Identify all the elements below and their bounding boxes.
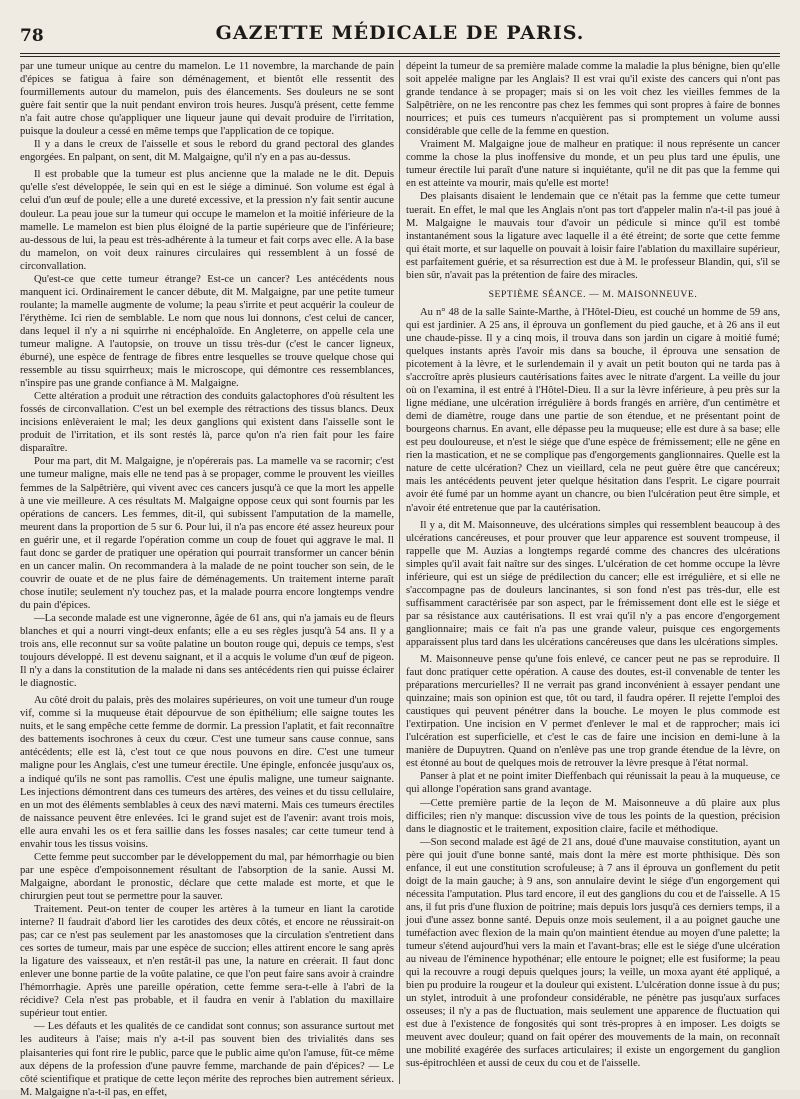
page-number: 78 (20, 26, 44, 46)
left-column (20, 60, 394, 1098)
paragraph: Cette altération a produit une rétraction des conduits galactophores d'où résultent les fossés de circonvallation. C'est un bel exemple des rétractions des tissus blancs. Deux incisions enlèveraient le mal; les deux ganglions qui existent dans l'aisselle sont le produit de l'irritation, et ils sont restés là, parce qu'on n'a rien fait pour les faire disparaître. (20, 391, 394, 455)
paragraph: Au côté droit du palais, près des molaires supérieures, on voit une tumeur d'un rouge vif, comme si la muqueuse était dépourvue de son épithélium; elle saigne toutes les nuits, et le sang empêche cette femme de dormir. La pression l'aplatit, et fait reconnaître des battements isochrones à ceux du cœur. C'est une tumeur sans cause connue, sans antécédents; elle est là, c'est tout ce que nous pouvons en dire. C'est une tumeur maligne pour les Anglais, c'est une tumeur érectile. Une épingle, enfoncée jusqu'aux os, a indiqué qu'ils ne sont pas ramollis. C'est une épulis maligne, une tumeur saignante. Les injections démontrent dans ces tumeurs des artères, des veines et du tissu cellulaire, en un mot des éléments semblables à ceux des nævi materni. Mais ces tumeurs érectiles de naissance peuvent être enlevées. Ici le grand sujet est de l'avenir: avant trois mois, elle aura envahi les os et fera saillie dans les fosses nasales; car cette tumeur tend à envahir tous les tissus voisins. (20, 695, 394, 850)
paragraph: Il y a, dit M. Maisonneuve, des ulcérations simples qui ressemblent beaucoup à des ulcérations cancéreuses, et pour prouver que leur apparence est souvent trompeuse, il rappelle que M. Auzias a longtemps regardé comme des chancres des ulcérations simples qu'il avait fait naître sur des singes. L'ulcération de cet homme occupe la lèvre inférieure, qui est un siége de prédilection du cancer; elle est irrégulière, et si elle ne s'accompagne pas de douleurs lancinantes, si son fond n'est pas très-dur, elle est suffisamment caractérisée par son aspect, par le frémissement dont elle est le siége et par sa résistance aux cautérisations. Il est vrai qu'il n'y a pas encore d'engorgement ganglionnaire; mais ce fait n'a pas une grande valeur, puisque ces engorgements apparaissent plus tard dans les ulcérations cancéreuses que dans les ulcérations simples. (406, 519, 780, 648)
paragraph: Au n° 48 de la salle Sainte-Marthe, à l'Hôtel-Dieu, est couché un homme de 59 ans, qui est jardinier. A 25 ans, il éprouva un gonflement du pied gauche, et à 26 ans il eut une chaude-pisse. Il y a cinq mois, il trouva dans son jardin un cigare à moitié fumé; quelques instants après l'avoir mis dans sa bouche, il éprouva une sensation de picotement à la lèvre, et le surlendemain il y avait un petit bouton qui ne tarda pas à s'accroître après plusieurs cautérisations faites avec le nitrate d'argent. La veille du jour où on l'examina, il est entré à l'Hôtel-Dieu. Il a sur la lèvre inférieure, à peu près sur la ligne médiane, une ulcération irrégulière à bords frangés en arrière, d'un centimètre et demi de diamètre, rouge dans une partie de son étendue, et ne présentant point de bourgeons charnus. En avant, elle dépasse peu la muqueuse; elle est dure à sa base; elle est peu douloureuse, et n'est le siége que d'une espèce de frémissement; elle ne gêne en rien la mastication, et ne se complique pas d'engorgements ganglionnaires. Quelle est la nature de cette ulcération? Chez un vieillard, cela ne peut guère être que cancéreux; mais les antécédents peuvent jeter quelque hésitation dans l'esprit. Le cigare pourrait avoir été fumé par un homme ayant un chancre, ou bien l'ulcération peut être simple, et n'avoir été entretenue que par la cautérisation. (406, 306, 780, 514)
paragraph: Traitement. Peut-on tenter de couper les artères à la tumeur en liant la carotide interne? Il faudrait d'abord lier les carotides des deux côtés, et encore ne réussirait-on pas; car ce n'est pas seulement par les anastomoses que la circulation s'entretient dans ces sortes de tumeur, mais par une espèce de succion; elles attirent encore le sang après la ligature des vaisseaux, et n'en restât-il pas une, la nature en créerait. Il faut donc enlever une bonne partie de la voûte palatine, ce que l'on peut faire sans avoir à craindre l'hémorrhagie. Après une pareille opération, cette femme sera-t-elle à l'abri de la récidive? Cela n'est pas probable, et il faudra en venir à l'ablation du maxillaire supérieur tout entier. (20, 904, 394, 1020)
paragraph: Panser à plat et ne point imiter Dieffenbach qui réunissait la peau à la muqueuse, ce qui allonge l'opération sans grand avantage. (406, 771, 780, 796)
paragraph: Il y a dans le creux de l'aisselle et sous le rebord du grand pectoral des glandes engorgées. En palpant, on sent, dit M. Malgaigne, qu'il n'y en a pas au-dessus. (20, 139, 394, 164)
section-title: SEPTIÈME SÉANCE. — M. MAISONNEUVE. (488, 288, 698, 300)
paragraph: —Cette première partie de la leçon de M. Maisonneuve a dû plaire aux plus difficiles; rien n'y manque: discussion vive de tous les points de la question, précision dans le diagnostic et le traitement, exposition claire, facile et méthodique. (406, 797, 780, 835)
header-rule (20, 53, 780, 54)
masthead-title: GAZETTE MÉDICALE DE PARIS. (215, 22, 585, 44)
article-columns (20, 60, 780, 1098)
paragraph: par une tumeur unique au centre du mamelon. Le 11 novembre, la marchande de pain d'épices se fatigua à faire son déménagement, et bientôt elle ressentit des fourmillements autour du mamelon, puis des élancements. Ses douleurs ne se sont guère fait sentir que la nuit pendant environ trois heures. Jusqu'à présent, cette femme n'a fait autre chose qu'appliquer une liqueur jaune qui devait produire de l'irritation, puisque la douleur a cessé en même temps que l'application de ce topique. (20, 61, 394, 138)
paragraph: dépeint la tumeur de sa première malade comme la maladie la plus bénigne, bien qu'elle soit appelée maligne par les Anglais? Il est vrai qu'il existe des cancers qui n'ont pas grande tendance à se propager; mais si on les voit chez les vieilles femmes de la Salpêtrière, on ne les rencontre pas chez les femmes qui sont propres à faire de bonnes nourrices; et puis ces tumeurs n'acquièrent pas si promptement un volume aussi considérable que celle de la femme en question. (406, 61, 780, 138)
header-rule-thin (20, 56, 780, 57)
paragraph: Il est probable que la tumeur est plus ancienne que la malade ne le dit. Depuis qu'elle s'est développée, le sein qui en est le siége a diminué. Son volume est égal à celui d'un œuf de poule; elle a une dureté excessive, et la pression n'y fait sentir aucune douleur. La peau joue sur la tumeur qui occupe le mamelon et la moitié inférieure de la mamelle. Le mamelon est bien plus éloigné de la partie supérieure que de l'inférieure; au-dessous de lui, la peau est très-adhérente à la tumeur et fait corps avec elle. A la base du mamelon, on voit deux rainures circulaires qui ressemblent à un fossé de circonvallation. (20, 169, 394, 272)
paragraph: Vraiment M. Malgaigne joue de malheur en pratique: il nous représente un cancer comme la chose la plus inoffensive du monde, et un peu plus tard une épulis, une tumeur érectile lui paraît d'une nature si inquiétante, qu'il ne dit pas que la femme qui en est atteinte va mourir, mais qu'elle est morte! (406, 139, 780, 190)
right-column (406, 60, 780, 1084)
paragraph: — Les défauts et les qualités de ce candidat sont connus; son assurance surtout met les auditeurs à l'aise; mais n'y a-t-il pas souvent bien des trivialités dans ses plaisanteries qui font rire le public, parce que le public aime qu'on l'amuse, fût-ce même aux dépens de la profession d'une pauvre femme, marchande de pain d'épices? — Le côté scientifique et pratique de cette leçon mérite des reproches bien autrement sérieux. M. Malgaigne n'a-t-il pas, en effet, (20, 1021, 394, 1098)
page-header (20, 22, 780, 52)
paragraph: —La seconde malade est une vigneronne, âgée de 61 ans, qui n'a jamais eu de fleurs blanches et qui a nourri vingt-deux enfants; elle a eu ses règles jusqu'à 54 ans. Il y a trois ans, elle reconnut sur sa voûte palatine un bouton rouge qui, depuis ce temps, s'est toujours développé. Il est devenu saignant, et il a acquis le volume d'un œuf de pigeon. Il n'y a dans la constitution de la malade ni dans ses antécédents rien qui puisse éclairer le diagnostic. (20, 612, 394, 690)
paragraph: Pour ma part, dit M. Malgaigne, je n'opérerais pas. La mamelle va se racornir; c'est une tumeur maligne, mais elle ne tend pas à se propager, comme le prouvent les vieilles femmes de la Salpêtrière, qui vivent avec ces cancers jusqu'à ce que la mort les appelle à une vie meilleure. A ces résultats M. Malgaigne oppose ceux qui sont fournis par les opérations de cancers. Les femmes, dit-il, qui subissent l'amputation de la mamelle, meurent dans la proportion de 5 sur 6. Pour lui, il n'a pas encore été assez heureux pour en guérir une, et il regarde l'opération comme un coup de fouet qui aggrave le mal. Il faut donc se garder de pratiquer une opération qui pourrait transformer un cancer bénin en un cancer malin. On recommandera à la malade de ne point toucher son sein, de le couvrir de ouate et de ne plus faire de déménagements. Un traitement interne paraît chose inutile; seulement n'y touchez pas, et la malade pourra encore longtemps vendre du pain d'épices. (20, 456, 394, 611)
paragraph: Des plaisants disaient le lendemain que ce n'était pas la femme que cette tumeur tuerait. En effet, le mal que les Anglais n'ont pas tort d'appeler malin n'a-t-il pas joué à M. Malgaigne le mauvais tour d'avoir un pédicule si mince qu'il est tombé instantanément sous la ligature avec laquelle il a été étreint; de sorte que cette femme qui était morte, et sur laquelle on pouvait à loisir faire l'ablation du maxillaire supérieur, est parfaitement guérie, et sa résurrection est due à M. le professeur Blandin, qui, s'il se bien sûr, n'avait pas la prétention de faire des miracles. (406, 191, 780, 281)
column-divider (399, 60, 400, 1084)
paragraph: —Son second malade est âgé de 21 ans, doué d'une mauvaise constitution, ayant un père qui jouit d'une bonne santé, mais dont la mère est morte phthisique. Dès son enfance, il eut une constitution scrofuleuse; à 7 ans il éprouva un gonflement du petit doigt de la main gauche; à 9 ans, son annulaire devint le siége d'un engorgement qui nécessita l'amputation. Plus tard encore, il eut des ganglions du cou et de l'aisselle. A 15 ans, il fut pris d'une fluxion de poitrine; mais depuis lors jusqu'à ces derniers temps, il a joui d'une assez bonne santé. Depuis onze mois seulement, il a au poignet gauche une tuméfaction avec flexion de la main qu'on maintient étendue au moyen d'une palette; la tumeur s'étend aujourd'hui vers la main et l'avant-bras; elle est le siége d'une ulcération au niveau de l'éminence hypothénar; elle entoure le poignet; elle est fusiforme; la peau qui la recouvre a rougi depuis quelques jours; la veille, un moxa ayant été appliqué, a bien pu produire la rougeur et la douleur qui existent. L'ulcération donne issue à du pus; un stylet, introduit à une profondeur considérable, ne pénètre pas jusqu'aux surfaces osseuses; il n'y a pas de fluctuation, mais seulement une apparence de fluctuation qui est due à l'existence de fongosités qui sont très-propres à en imposer. Les doigts se meuvent avec douleur; quand on fait opérer des mouvements de la main, on reconnaît une mobilité exagérée des surfaces articulaires; il existe un engorgement du ganglion sus-épitrochléen et aussi de ceux du cou et de l'aisselle. (406, 836, 780, 1070)
paragraph: Qu'est-ce que cette tumeur étrange? Est-ce un cancer? Les antécédents nous manquent ici. Ordinairement le cancer débute, dit M. Malgaigne, par une petite tumeur roulante; la mamelle augmente de volume; la peau s'irrite et peut acquérir la couleur de l'érythème. Ici rien de semblable. Le nom que nous lui donnons, c'est celui de cancer, dans lequel il n'y a ni squirrhe ni encéphaloïde. En Angleterre, on appelle cela une tumeur maligne. A l'autopsie, on trouve un tissu très-dur (c'est le cancer ligneux, éburné), une espèce de fentrage de fibres entre lesquelles se trouve quelque chose qui ressemble au tissu squirrheux; mais le microscope, qui démontre ces ressemblances, n'inspire pas une grande confiance à M. Malgaigne. (20, 273, 394, 390)
paragraph: Cette femme peut succomber par le développement du mal, par hémorrhagie ou bien par une espèce d'empoisonnement résultant de l'absorption de la sanie. Aussi M. Malgaigne, abordant le pronostic, déclare que cette malade est morte, et que le chirurgien peut tout se permettre pour la sauver. (20, 851, 394, 902)
paragraph: M. Maisonneuve pense qu'une fois enlevé, ce cancer peut ne pas se reproduire. Il faut donc pratiquer cette opération. A cause des doutes, est-il convenable de tenter les préparations mercurielles? Il ne verrait pas grand inconvénient à essayer pendant une quinzaine; mais son opinion est que, tôt ou tard, il faudra opérer. Il rejette l'emploi des caustiques qui peuvent pénétrer dans la bouche. Le moyen le plus commode est l'extirpation. Une incision en V permet d'enlever le mal et de rapprocher; mais ici l'ulcération est superficielle, et c'est le cas de faire une incision en demi-lune à la manière de Dupuytren. Quand on n'enlève pas une trop grande étendue de la lèvre, on est étonné au bout de quelques mois de retrouver la lèvre presque à l'état normal. (406, 654, 780, 770)
